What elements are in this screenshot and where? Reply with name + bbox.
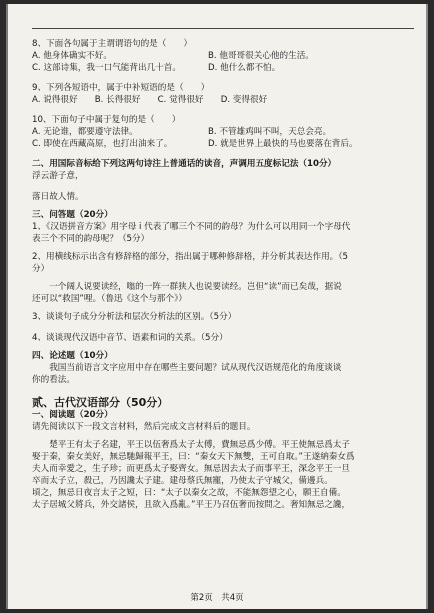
option-c: C. 这部诗集，我一口气能背出几十首。 <box>32 63 181 73</box>
page-footer: 第2页 共4页 <box>190 593 244 603</box>
question-stem: 10、下面句子中属于复句的是（ ） <box>32 115 181 125</box>
section-3-quote-line-1: 一个阔人说要读经，嗡的一阵一群狭人也说要读经。岂但“读”而已矣哉，据说 <box>49 282 342 292</box>
exam-page <box>6 4 428 609</box>
question-8 <box>32 38 418 74</box>
option-b: B. 他哥哥很关心他的生活。 <box>208 51 314 61</box>
section-3-q2-line-2: 分） <box>32 264 50 274</box>
question-options: A. 说得很好 B. 长得很好 C. 觉得很好 D. 变得很好 <box>32 95 268 105</box>
part-2-instruction: 请先阅读以下一段文言材料，然后完成文言材料后的题目。 <box>32 422 256 432</box>
section-4-heading: 四、论述题（10分） <box>32 351 113 361</box>
section-2-line-1: 浮云游子意， <box>32 171 84 181</box>
section-3-q1-line-1: 1、《汉语拼音方案》用字母 i 代表了哪三个不同的韵母？为什么可以用同一个字母代 <box>32 222 351 232</box>
passage-line-6: 太子居城父將兵，外交諸侯，且欲入爲亂。”平王乃召伍奢而按問之。奢知無忌之讒， <box>32 500 351 510</box>
passage-line-3: 夫人而幸愛之，生子珍；而更爲太子娶齊女。無忌因去太子而事平王，深念平王一旦 <box>32 464 350 474</box>
top-divider <box>32 28 414 29</box>
section-2-line-2: 落日故人情。 <box>32 192 84 202</box>
section-3-q4: 4、谈谈现代汉语中音节、语素和词的关系。（5分） <box>32 333 228 343</box>
question-10 <box>32 114 418 150</box>
part-2-subheading: 一、阅读题（20分） <box>32 410 113 420</box>
passage-line-5: 頃之，無忌日夜言太子之短，曰：“太子以秦女之故，不能無怨望之心，願王自備。 <box>32 488 346 498</box>
passage-line-4: 卒而太子立，殺己，乃因讒太子建。建母蔡氏無寵，乃使太子守城父，備邊兵。 <box>32 476 333 486</box>
page-content <box>32 38 418 511</box>
section-3-q3: 3、谈谈句子成分分析法和层次分析法的区别。（5分） <box>32 312 237 322</box>
question-9 <box>32 82 418 106</box>
section-3-q1-line-2: 表三个不同的韵母呢？（5分） <box>32 234 150 244</box>
part-2-heading: 贰、古代汉语部分（50分） <box>32 396 169 409</box>
option-d: D. 他什么都不怕。 <box>208 63 281 73</box>
section-3-heading: 三、问答题（20分） <box>32 210 113 220</box>
option-c: C. 即使在西藏高原，也打出油来了。 <box>32 139 173 149</box>
section-2-heading: 二、用国际音标给下列这两句诗注上普通话的读音，声调用五度标记法（10分） <box>32 159 337 169</box>
section-4-line-1: 我国当前语言文字应用中存在哪些主要问题？试从现代汉语规范化的角度谈谈 <box>49 363 342 373</box>
section-3-quote-line-2: 还可以“救国”哩。（鲁迅《这个与那个》） <box>32 294 187 304</box>
option-d: D. 就是世界上最快的马也要落在背后。 <box>208 139 358 149</box>
section-3-q2-line-1: 2、用横线标示出含有修辞格的部分，指出属于哪种修辞格，并分析其表达作用。（5 <box>32 252 349 262</box>
option-a: A. 他身体确实不好。 <box>32 51 112 61</box>
question-stem: 8、下面各句属于主谓谓语句的是（ ） <box>32 39 193 49</box>
option-b: B. 不管雄鸡叫不叫，天总会亮。 <box>208 127 332 137</box>
question-stem: 9、下列各短语中，属于中补短语的是（ ） <box>32 83 210 93</box>
passage-line-1: 楚平王有太子名建，平王以伍奢爲太子太傅，費無忌爲少傅。平王使無忌爲太子 <box>49 440 350 450</box>
passage-line-2: 娶于秦，秦女美好，無忌馳歸報平王，曰：“秦女天下無雙，王可自取。”王遂納秦女爲 <box>32 452 355 462</box>
section-4-line-2: 你的看法。 <box>32 375 75 385</box>
option-a: A. 无论谁，都要遵守法律。 <box>32 127 138 137</box>
